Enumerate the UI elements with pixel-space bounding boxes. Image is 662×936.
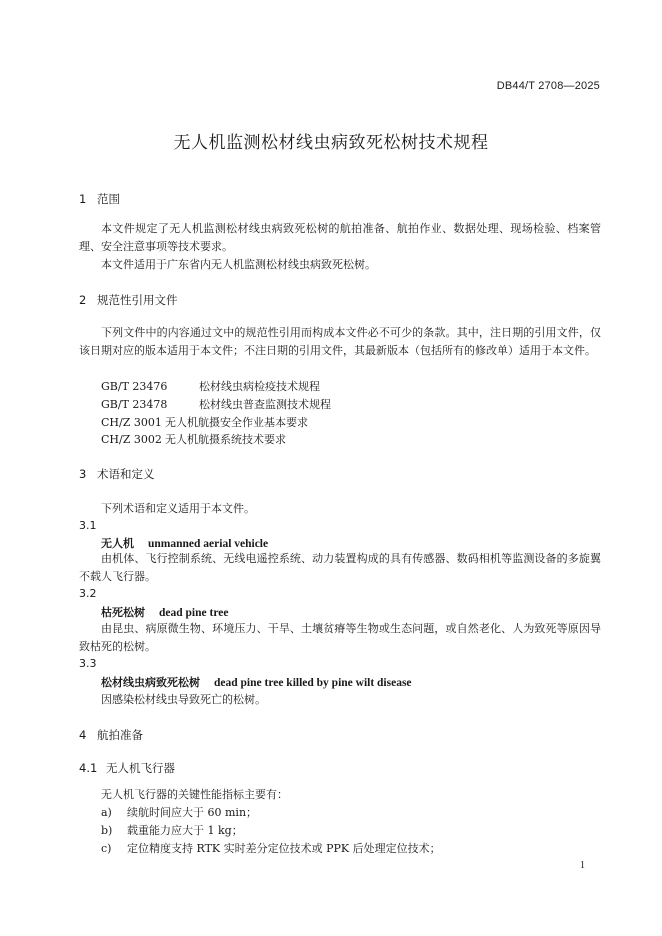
term-heading xyxy=(101,604,228,620)
section-2-paragraph-1: 下列文件中的内容通过文中的规范性引用而构成本文件必不可少的条款。其中，注日期的引用文件，仅该日期对应的版本适用于本文件；不注日期的引用文件，其最新版本（包括所有的修改单）适用于本文件。 xyxy=(79,326,601,357)
reference-item xyxy=(101,431,286,447)
section-title: 范围 xyxy=(97,192,120,206)
subsection-4-1-heading xyxy=(79,760,175,776)
section-1-paragraph-2: 本文件适用于广东省内无人机监测松材线虫病致死松树。 xyxy=(101,258,376,271)
section-1-heading xyxy=(79,191,120,207)
section-number: 3 xyxy=(79,467,87,481)
term-chinese: 松材线虫病致死松树 xyxy=(101,676,200,689)
term-definition: 由机体、飞行控制系统、无线电遥控系统、动力装置构成的具有传感器、数码相机等监测设备的多旋翼不载人飞行器。 xyxy=(79,552,601,583)
reference-item xyxy=(101,414,308,430)
document-title: 无人机监测松材线虫病致死松树技术规程 xyxy=(173,133,489,153)
section-title: 术语和定义 xyxy=(97,467,155,481)
section-2-heading xyxy=(79,292,178,308)
section-number: 1 xyxy=(79,192,87,206)
list-marker: b) xyxy=(101,824,113,837)
section-4-heading xyxy=(79,727,143,743)
term-chinese: 枯死松树 xyxy=(101,606,145,619)
standard-code: DB44/T 2708—2025 xyxy=(496,80,600,92)
list-marker: a) xyxy=(101,806,112,819)
list-text: 载重能力应大于 1 kg； xyxy=(127,824,243,837)
reference-code: CH/Z 3002 xyxy=(101,433,162,446)
reference-code: GB/T 23478 xyxy=(101,398,168,411)
term-heading xyxy=(101,535,268,551)
section-3-intro: 下列术语和定义适用于本文件。 xyxy=(101,502,255,515)
term-number: 3.1 xyxy=(79,519,97,532)
list-item xyxy=(101,804,257,820)
term-definition: 由昆虫、病原微生物、环境压力、干旱、土壤贫瘠等生物或生态问题，或自然老化、人为致死等原因导致枯死的松树。 xyxy=(79,622,601,653)
section-number: 4 xyxy=(79,728,87,742)
section-number: 2 xyxy=(79,293,87,307)
list-item xyxy=(101,822,243,838)
list-text: 定位精度支持 RTK 实时差分定位技术或 PPK 后处理定位技术； xyxy=(127,842,441,855)
term-chinese: 无人机 xyxy=(101,537,134,550)
reference-item xyxy=(101,396,331,412)
reference-code: CH/Z 3001 xyxy=(101,416,162,429)
list-item xyxy=(101,840,441,856)
section-title: 规范性引用文件 xyxy=(97,293,178,307)
term-number: 3.3 xyxy=(79,657,97,670)
section-1-paragraph-1: 本文件规定了无人机监测松材线虫病致死松树的航拍准备、航拍作业、数据处理、现场检验、档案管理、安全注意事项等技术要求。 xyxy=(79,222,601,253)
term-heading xyxy=(101,674,412,690)
section-title: 航拍准备 xyxy=(97,728,143,742)
list-marker: c) xyxy=(101,842,112,855)
term-english: dead pine tree killed by pine wilt disease xyxy=(214,677,412,689)
reference-title: 无人机航摄安全作业基本要求 xyxy=(165,416,308,429)
term-english: dead pine tree xyxy=(159,607,229,619)
term-definition: 因感染松材线虫导致死亡的松树。 xyxy=(101,693,266,706)
list-text: 续航时间应大于 60 min； xyxy=(127,806,258,819)
page-number: 1 xyxy=(580,860,585,871)
reference-title: 松材线虫病检疫技术规程 xyxy=(199,380,320,393)
term-number: 3.2 xyxy=(79,587,97,600)
term-english: unmanned aerial vehicle xyxy=(148,538,269,550)
subsection-title: 无人机飞行器 xyxy=(106,761,175,775)
reference-item xyxy=(101,378,320,394)
reference-code: GB/T 23476 xyxy=(101,380,168,393)
reference-title: 无人机航摄系统技术要求 xyxy=(165,433,286,446)
subsection-intro: 无人机飞行器的关键性能指标主要有： xyxy=(101,788,288,801)
reference-title: 松材线虫普查监测技术规程 xyxy=(199,398,331,411)
section-3-heading xyxy=(79,466,155,482)
subsection-number: 4.1 xyxy=(79,761,98,775)
